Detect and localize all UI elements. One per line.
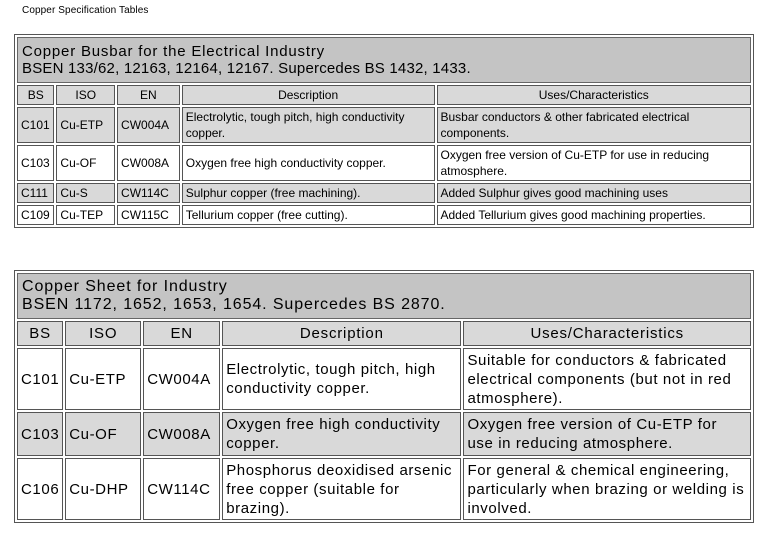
cell-bs: C109 xyxy=(17,205,54,225)
cell-uses: Busbar conductors & other fabricated electrical components. xyxy=(437,107,752,143)
column-header-description: Description xyxy=(222,321,461,346)
cell-bs: C103 xyxy=(17,145,54,181)
cell-uses: Suitable for conductors & fabricated electrical components (but not in red atmosphere). xyxy=(463,348,751,410)
table-row xyxy=(17,412,751,456)
table-row xyxy=(17,458,751,520)
cell-en: CW114C xyxy=(117,183,180,203)
column-header-iso: ISO xyxy=(65,321,141,346)
cell-description: Electrolytic, tough pitch, high conductivity copper. xyxy=(182,107,435,143)
column-header-en: EN xyxy=(143,321,220,346)
cell-description: Oxygen free high conductivity copper. xyxy=(222,412,461,456)
cell-iso: Cu-OF xyxy=(65,412,141,456)
column-header-description: Description xyxy=(182,85,435,105)
column-header-bs: BS xyxy=(17,321,63,346)
table-row xyxy=(17,183,751,203)
cell-bs: C106 xyxy=(17,458,63,520)
table-row xyxy=(17,348,751,410)
table-heading xyxy=(17,37,751,83)
cell-bs: C101 xyxy=(17,107,54,143)
table-heading xyxy=(17,273,751,319)
cell-en: CW004A xyxy=(117,107,180,143)
column-header-row xyxy=(17,85,751,105)
page-title: Copper Specification Tables xyxy=(22,5,149,16)
column-header-row xyxy=(17,321,751,346)
cell-uses: Added Tellurium gives good machining properties. xyxy=(437,205,752,225)
table-heading-row xyxy=(17,37,751,83)
cell-bs: C103 xyxy=(17,412,63,456)
column-header-uses: Uses/Characteristics xyxy=(463,321,751,346)
table-title: Copper Busbar for the Electrical Industry xyxy=(22,43,325,60)
column-header-uses: Uses/Characteristics xyxy=(437,85,752,105)
cell-description: Phosphorus deoxidised arsenic free copper (suitable for brazing). xyxy=(222,458,461,520)
cell-description: Tellurium copper (free cutting). xyxy=(182,205,435,225)
cell-description: Electrolytic, tough pitch, high conductivity copper. xyxy=(222,348,461,410)
cell-iso: Cu-ETP xyxy=(56,107,115,143)
cell-uses: For general & chemical engineering, particularly when brazing or welding is involved. xyxy=(463,458,751,520)
cell-iso: Cu-S xyxy=(56,183,115,203)
cell-iso: Cu-DHP xyxy=(65,458,141,520)
table-standards: BSEN 1172, 1652, 1653, 1654. Supercedes BS 2870. xyxy=(22,296,446,313)
cell-en: CW008A xyxy=(117,145,180,181)
cell-uses: Added Sulphur gives good machining uses xyxy=(437,183,752,203)
cell-en: CW008A xyxy=(143,412,220,456)
cell-iso: Cu-ETP xyxy=(65,348,141,410)
table-row xyxy=(17,145,751,181)
table-title: Copper Sheet for Industry xyxy=(22,278,228,295)
cell-uses: Oxygen free version of Cu-ETP for use in reducing atmosphere. xyxy=(463,412,751,456)
table-standards: BSEN 133/62, 12163, 12164, 12167. Supercedes BS 1432, 1433. xyxy=(22,60,471,77)
column-header-bs: BS xyxy=(17,85,54,105)
cell-bs: C111 xyxy=(17,183,54,203)
busbar-spec-table xyxy=(14,34,754,228)
cell-en: CW114C xyxy=(143,458,220,520)
cell-uses: Oxygen free version of Cu-ETP for use in reducing atmosphere. xyxy=(437,145,752,181)
table-row xyxy=(17,107,751,143)
cell-iso: Cu-TEP xyxy=(56,205,115,225)
column-header-iso: ISO xyxy=(56,85,115,105)
cell-en: CW004A xyxy=(143,348,220,410)
sheet-spec-table xyxy=(14,270,754,523)
table-heading-row xyxy=(17,273,751,319)
cell-description: Oxygen free high conductivity copper. xyxy=(182,145,435,181)
table-row xyxy=(17,205,751,225)
cell-bs: C101 xyxy=(17,348,63,410)
column-header-en: EN xyxy=(117,85,180,105)
cell-description: Sulphur copper (free machining). xyxy=(182,183,435,203)
cell-en: CW115C xyxy=(117,205,180,225)
cell-iso: Cu-OF xyxy=(56,145,115,181)
